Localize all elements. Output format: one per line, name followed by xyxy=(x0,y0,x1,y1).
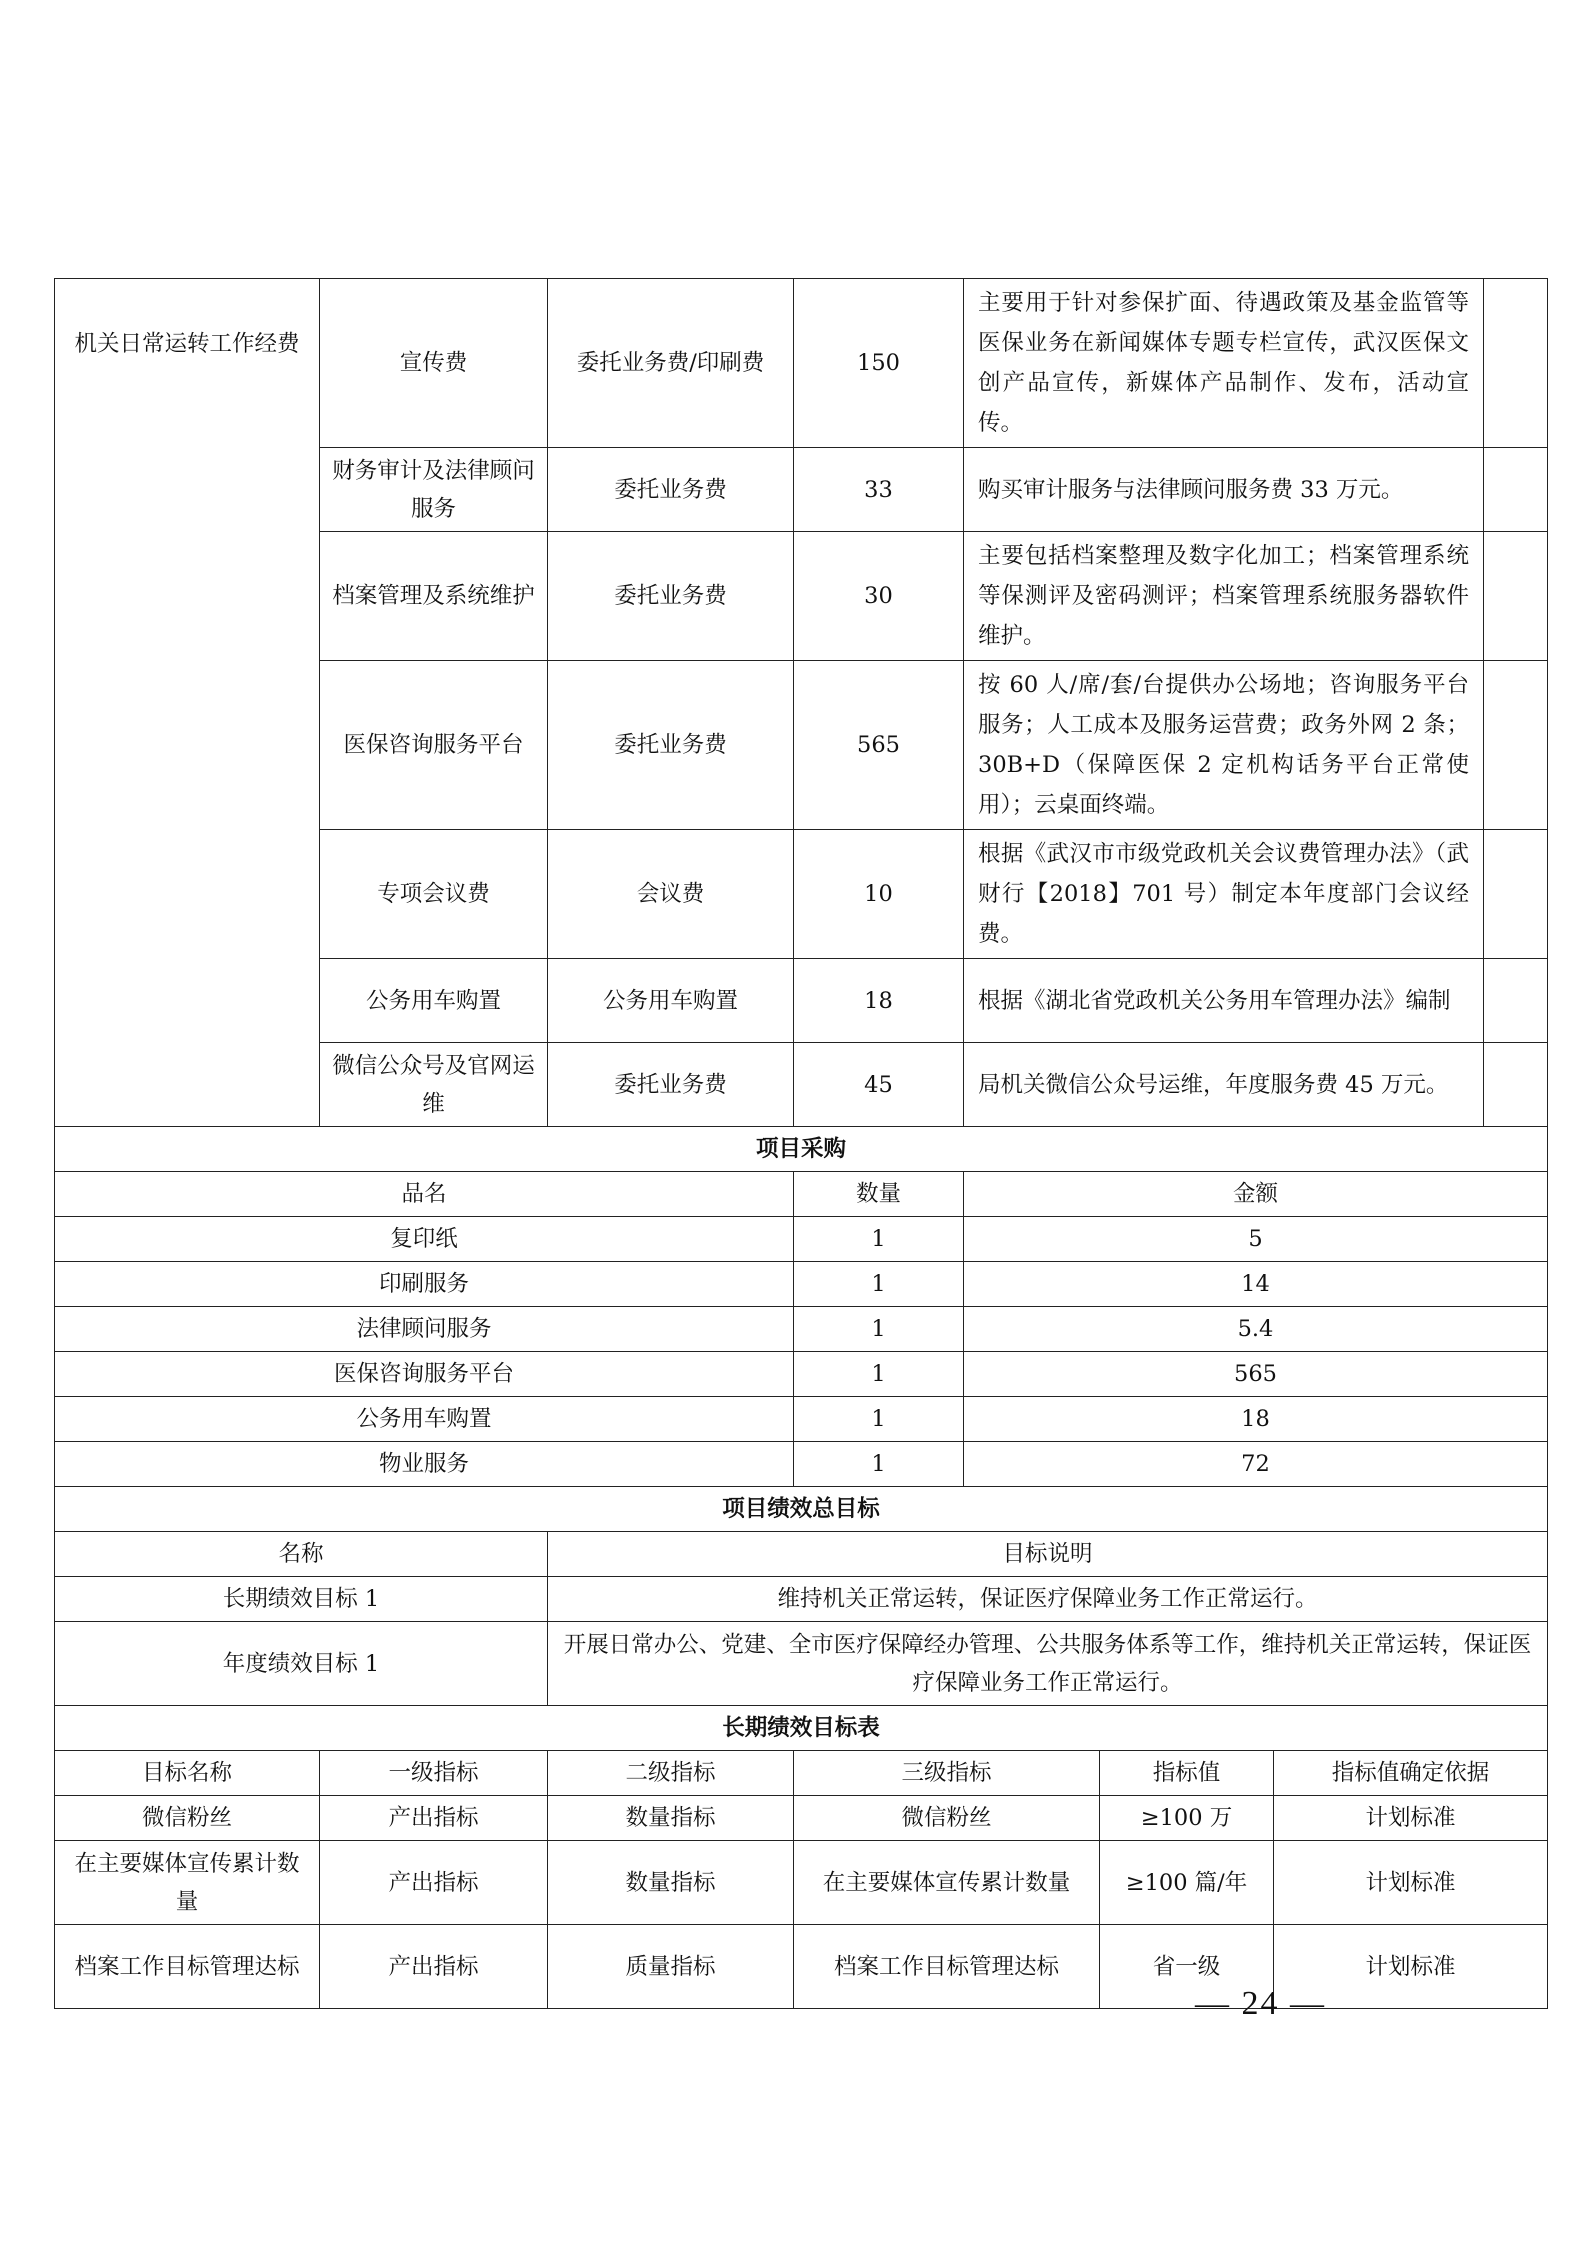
expense-desc: 局机关微信公众号运维，年度服务费 45 万元。 xyxy=(964,1043,1484,1127)
long-term-cell: 计划标准 xyxy=(1274,1925,1548,2009)
expense-desc: 根据《武汉市市级党政机关会议费管理办法》（武财行【2018】701 号）制定本年度部门会议经费。 xyxy=(964,830,1484,959)
expense-name: 专项会议费 xyxy=(320,830,548,959)
goal-desc: 开展日常办公、党建、全市医疗保障经办管理、公共服务体系等工作，维持机关正常运转，保证医疗保障业务工作正常运行。 xyxy=(548,1622,1548,1706)
long-term-cell: ≥100 篇/年 xyxy=(1100,1841,1274,1925)
expense-name: 医保咨询服务平台 xyxy=(320,661,548,830)
procurement-item: 医保咨询服务平台 xyxy=(55,1352,794,1397)
goals-row xyxy=(55,1622,1548,1706)
goals-header: 名称 xyxy=(55,1532,548,1577)
procurement-row xyxy=(55,1307,1548,1352)
goal-name: 长期绩效目标 1 xyxy=(55,1577,548,1622)
procurement-header: 金额 xyxy=(964,1172,1548,1217)
expense-name: 宣传费 xyxy=(320,279,548,448)
expense-desc: 主要包括档案整理及数字化加工；档案管理系统等保测评及密码测评；档案管理系统服务器软件维护。 xyxy=(964,532,1484,661)
procurement-row xyxy=(55,1442,1548,1487)
long-term-header: 二级指标 xyxy=(548,1751,794,1796)
long-term-cell: 产出指标 xyxy=(320,1841,548,1925)
procurement-amount: 565 xyxy=(964,1352,1548,1397)
procurement-qty: 1 xyxy=(794,1442,964,1487)
long-term-cell: 在主要媒体宣传累计数量 xyxy=(794,1841,1100,1925)
procurement-header: 数量 xyxy=(794,1172,964,1217)
long-term-row xyxy=(55,1796,1548,1841)
goals-header: 目标说明 xyxy=(548,1532,1548,1577)
long-term-header: 指标值 xyxy=(1100,1751,1274,1796)
long-term-cell: 数量指标 xyxy=(548,1796,794,1841)
long-term-header-row xyxy=(55,1751,1548,1796)
expense-amount: 10 xyxy=(794,830,964,959)
long-term-cell: 产出指标 xyxy=(320,1925,548,2009)
expense-type: 委托业务费 xyxy=(548,661,794,830)
long-term-cell: 微信粉丝 xyxy=(794,1796,1100,1841)
long-term-header: 指标值确定依据 xyxy=(1274,1751,1548,1796)
expense-row xyxy=(55,279,1548,448)
expense-type: 公务用车购置 xyxy=(548,959,794,1043)
long-term-cell: 数量指标 xyxy=(548,1841,794,1925)
expense-extra xyxy=(1484,448,1548,532)
goals-title: 项目绩效总目标 xyxy=(55,1487,1548,1532)
expense-amount: 18 xyxy=(794,959,964,1043)
procurement-amount: 5 xyxy=(964,1217,1548,1262)
long-term-cell: 在主要媒体宣传累计数量 xyxy=(55,1841,320,1925)
expense-extra xyxy=(1484,661,1548,830)
goal-name: 年度绩效目标 1 xyxy=(55,1622,548,1706)
expense-extra xyxy=(1484,830,1548,959)
procurement-amount: 5.4 xyxy=(964,1307,1548,1352)
goal-desc: 维持机关正常运转，保证医疗保障业务工作正常运行。 xyxy=(548,1577,1548,1622)
budget-table xyxy=(54,278,1548,2009)
expense-name: 公务用车购置 xyxy=(320,959,548,1043)
long-term-cell: 质量指标 xyxy=(548,1925,794,2009)
page-number: — 24 — xyxy=(1195,1985,1326,2022)
procurement-qty: 1 xyxy=(794,1397,964,1442)
expense-desc: 主要用于针对参保扩面、待遇政策及基金监管等医保业务在新闻媒体专题专栏宣传，武汉医保文创产品宣传，新媒体产品制作、发布，活动宣传。 xyxy=(964,279,1484,448)
long-term-cell: 档案工作目标管理达标 xyxy=(794,1925,1100,2009)
expense-type: 委托业务费 xyxy=(548,448,794,532)
procurement-item: 物业服务 xyxy=(55,1442,794,1487)
long-term-title: 长期绩效目标表 xyxy=(55,1706,1548,1751)
expense-amount: 150 xyxy=(794,279,964,448)
procurement-row xyxy=(55,1262,1548,1307)
procurement-qty: 1 xyxy=(794,1262,964,1307)
procurement-amount: 14 xyxy=(964,1262,1548,1307)
expense-extra xyxy=(1484,279,1548,448)
goals-header-row xyxy=(55,1532,1548,1577)
expense-extra xyxy=(1484,959,1548,1043)
expense-extra xyxy=(1484,532,1548,661)
long-term-cell: 档案工作目标管理达标 xyxy=(55,1925,320,2009)
procurement-qty: 1 xyxy=(794,1217,964,1262)
long-term-header: 一级指标 xyxy=(320,1751,548,1796)
expense-amount: 45 xyxy=(794,1043,964,1127)
expense-type: 委托业务费 xyxy=(548,532,794,661)
expense-name: 财务审计及法律顾问服务 xyxy=(320,448,548,532)
long-term-cell: 计划标准 xyxy=(1274,1841,1548,1925)
expense-type: 委托业务费/印刷费 xyxy=(548,279,794,448)
procurement-amount: 72 xyxy=(964,1442,1548,1487)
long-term-cell: 省一级 xyxy=(1100,1925,1274,2009)
long-term-header: 三级指标 xyxy=(794,1751,1100,1796)
procurement-qty: 1 xyxy=(794,1307,964,1352)
long-term-cell: 微信粉丝 xyxy=(55,1796,320,1841)
long-term-row xyxy=(55,1841,1548,1925)
procurement-qty: 1 xyxy=(794,1352,964,1397)
procurement-header-row xyxy=(55,1172,1548,1217)
long-term-cell: 计划标准 xyxy=(1274,1796,1548,1841)
procurement-title: 项目采购 xyxy=(55,1127,1548,1172)
expense-amount: 565 xyxy=(794,661,964,830)
procurement-row xyxy=(55,1397,1548,1442)
procurement-item: 印刷服务 xyxy=(55,1262,794,1307)
expense-name: 微信公众号及官网运维 xyxy=(320,1043,548,1127)
expense-desc: 购买审计服务与法律顾问服务费 33 万元。 xyxy=(964,448,1484,532)
expense-desc: 根据《湖北省党政机关公务用车管理办法》编制 xyxy=(964,959,1484,1043)
procurement-item: 法律顾问服务 xyxy=(55,1307,794,1352)
procurement-item: 公务用车购置 xyxy=(55,1397,794,1442)
long-term-cell: ≥100 万 xyxy=(1100,1796,1274,1841)
expense-desc: 按 60 人/席/套/台提供办公场地；咨询服务平台服务；人工成本及服务运营费；政务外网 2 条；30B+D（保障医保 2 定机构话务平台正常使用）；云桌面终端。 xyxy=(964,661,1484,830)
procurement-row xyxy=(55,1217,1548,1262)
procurement-amount: 18 xyxy=(964,1397,1548,1442)
procurement-row xyxy=(55,1352,1548,1397)
expense-amount: 33 xyxy=(794,448,964,532)
expense-name: 档案管理及系统维护 xyxy=(320,532,548,661)
expense-amount: 30 xyxy=(794,532,964,661)
expense-type: 委托业务费 xyxy=(548,1043,794,1127)
expense-extra xyxy=(1484,1043,1548,1127)
long-term-cell: 产出指标 xyxy=(320,1796,548,1841)
goals-row xyxy=(55,1577,1548,1622)
procurement-item: 复印纸 xyxy=(55,1217,794,1262)
procurement-header: 品名 xyxy=(55,1172,794,1217)
expense-type: 会议费 xyxy=(548,830,794,959)
long-term-header: 目标名称 xyxy=(55,1751,320,1796)
dept-label: 机关日常运转工作经费 xyxy=(55,279,320,1127)
